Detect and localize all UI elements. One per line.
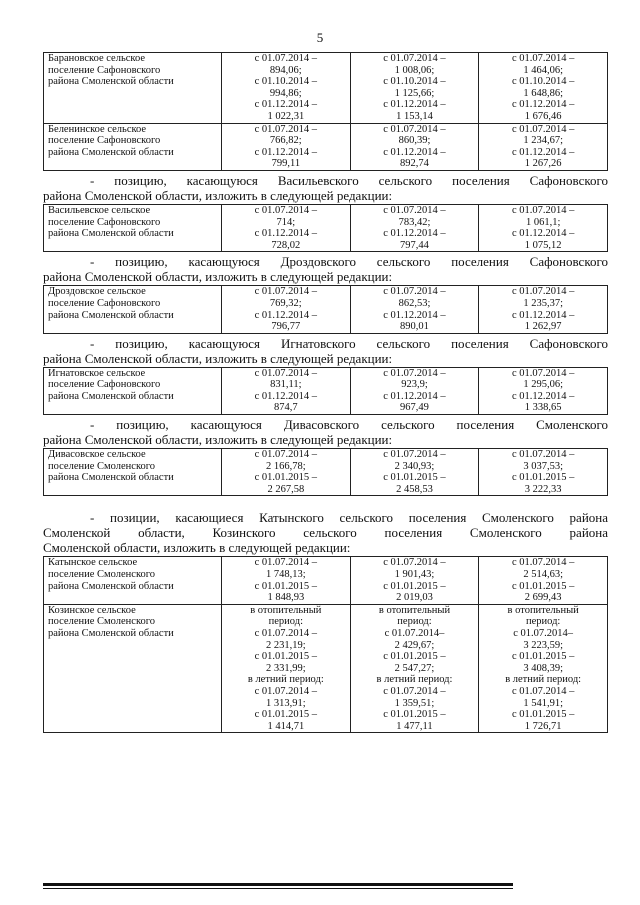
intro-line: района Смоленской области, изложить в следующей редакции:: [43, 269, 393, 285]
tariff-value-line: с 01.12.2014 –: [511, 146, 575, 158]
tariff-value-line: с 01.07.2014 –: [511, 367, 575, 379]
tariff-value-cell: [350, 367, 479, 414]
tariff-value-cell: [350, 604, 479, 733]
section-intro-paragraph: [43, 173, 608, 203]
settlement-name-line: поселение Сафоновского: [48, 64, 161, 76]
tariff-value-line: 797,44: [400, 239, 429, 251]
tariff-value-line: с 01.01.2015 –: [511, 580, 575, 592]
tariff-value-line: 1 648,86;: [523, 87, 563, 99]
intro-line: - позицию, касающуюся Дроздовского сельского поселения Сафоновского: [90, 254, 608, 270]
tariff-value-cell: [479, 286, 608, 333]
tariff-value-line: 1 234,67;: [523, 135, 563, 147]
tariff-value-line: 1 901,43;: [394, 569, 435, 581]
tariff-value-line: 799,11: [271, 158, 301, 170]
tariff-value-line: с 01.07.2014 –: [254, 204, 318, 216]
tariff-value-line: 3 408,39;: [523, 662, 563, 674]
tariff-value-line: 1 022,31: [267, 110, 305, 122]
intro-line: Смоленской области, изложить в следующей редакции:: [43, 540, 351, 556]
tariff-value-line: с 01.07.2014 –: [254, 367, 318, 379]
tariff-value-line: с 01.12.2014 –: [511, 390, 575, 402]
settlement-name-line: района Смоленской области: [48, 309, 174, 321]
table-row: [44, 53, 608, 124]
settlement-name-line: района Смоленской области: [48, 228, 174, 240]
tariff-value-line: 766,82;: [269, 135, 302, 147]
settlement-name-line: поселение Сафоновского: [48, 135, 161, 147]
tariff-value-line: 1 848,93: [267, 592, 305, 604]
tariff-value-cell: [350, 449, 479, 496]
tariff-value-line: 967,49: [400, 402, 429, 414]
settlement-name-line: района Смоленской области: [48, 76, 174, 88]
tariff-value-line: с 01.12.2014 –: [254, 146, 318, 158]
tariff-value-cell: [222, 557, 351, 604]
tariff-value-line: в отопительный: [250, 604, 322, 616]
tariff-table: [43, 52, 608, 171]
table-row: [44, 557, 608, 604]
tariff-value-line: в летний период:: [247, 674, 324, 686]
tariff-value-line: с 01.07.2014 –: [254, 449, 318, 461]
tariff-table: [43, 285, 608, 333]
tariff-value-line: 1 676,46: [524, 110, 562, 122]
tariff-value-cell: [350, 204, 479, 251]
section-intro-paragraph: [43, 510, 608, 555]
tariff-value-line: 892,74: [400, 158, 429, 170]
settlement-name-line: поселение Смоленского: [48, 616, 156, 628]
tariff-value-line: с 01.07.2014 –: [383, 685, 446, 697]
settlement-name-cell: [44, 367, 222, 414]
tariff-value-line: 1 075,12: [524, 239, 562, 251]
settlement-name-line: Козинское сельское: [48, 604, 136, 616]
settlement-name-line: района Смоленской области: [48, 628, 174, 639]
tariff-value-line: 923,9;: [401, 379, 428, 391]
tariff-value-line: период:: [525, 616, 561, 628]
tariff-value-line: 1 338,65: [524, 402, 562, 414]
tariff-value-line: 1 313,91;: [265, 697, 306, 709]
settlement-name-cell: [44, 204, 222, 251]
tariff-value-cell: [479, 53, 608, 124]
tariff-value-line: с 01.12.2014 –: [383, 309, 446, 321]
tariff-value-line: с 01.07.2014 –: [383, 557, 446, 569]
tariff-value-line: с 01.10.2014 –: [511, 76, 575, 88]
tariff-value-line: 769,32;: [269, 297, 302, 309]
settlement-name-line: Игнатовское сельское: [48, 367, 146, 379]
intro-line: района Смоленской области, изложить в следующей редакции:: [43, 432, 393, 448]
tariff-value-line: с 01.07.2014 –: [511, 449, 575, 461]
tariff-value-line: с 01.12.2014 –: [254, 390, 318, 402]
tariff-value-line: с 01.01.2015 –: [254, 472, 318, 484]
settlement-name-line: Беленинское сельское: [48, 123, 147, 135]
tariff-value-line: 2 019,03: [396, 592, 433, 604]
tariff-value-line: с 01.01.2015 –: [511, 709, 575, 721]
tariff-value-line: с 01.07.2014–: [384, 628, 445, 639]
tariff-value-line: с 01.01.2015 –: [383, 580, 446, 592]
footer-rule-thin: [43, 888, 513, 889]
tariff-value-cell: [222, 204, 351, 251]
tariff-value-line: с 01.12.2014 –: [511, 309, 575, 321]
tariff-value-line: 2 331,99;: [265, 662, 306, 674]
tariff-value-line: с 01.01.2015 –: [254, 709, 318, 721]
tariff-value-line: с 01.12.2014 –: [383, 228, 446, 240]
tariff-value-line: с 01.07.2014 –: [254, 286, 318, 298]
tariff-value-line: 3 223,59;: [523, 639, 563, 651]
tariff-value-line: 1 295,06;: [523, 379, 563, 391]
tariff-value-line: 2 514,63;: [523, 569, 563, 581]
tariff-value-line: 890,01: [400, 321, 429, 333]
tariff-value-line: 783,42;: [398, 216, 431, 228]
tariff-value-cell: [479, 204, 608, 251]
tariff-value-line: в отопительный: [507, 604, 579, 616]
intro-line: района Смоленской области, изложить в следующей редакции:: [43, 187, 393, 203]
table-row: [44, 123, 608, 170]
tariff-value-line: в летний период:: [376, 674, 453, 686]
tariff-value-cell: [479, 557, 608, 604]
settlement-name-line: Барановское сельское: [48, 53, 146, 64]
tariff-value-cell: [350, 286, 479, 333]
tariff-value-line: 2 699,43: [524, 592, 562, 604]
tariff-value-line: с 01.12.2014 –: [511, 99, 575, 111]
tariff-value-line: 1 414,71: [267, 720, 305, 732]
tariff-value-cell: [222, 123, 351, 170]
tariff-value-line: 1 267,26: [524, 158, 562, 170]
tariff-value-line: 860,39;: [398, 135, 431, 147]
intro-line: - позиции, касающиеся Катынского сельского поселения Смоленского района: [90, 510, 608, 526]
tariff-value-line: 894,06;: [269, 64, 302, 76]
settlement-name-line: района Смоленской области: [48, 472, 174, 484]
tariff-value-line: с 01.07.2014 –: [511, 123, 575, 135]
tariff-value-cell: [222, 367, 351, 414]
tariff-value-line: с 01.12.2014 –: [383, 146, 446, 158]
tariff-value-cell: [479, 449, 608, 496]
tariff-value-line: 1 153,14: [396, 110, 433, 122]
tariff-value-line: 1 235,37;: [523, 297, 563, 309]
tariff-value-line: с 01.07.2014 –: [254, 685, 318, 697]
tariff-value-line: с 01.10.2014 –: [383, 76, 446, 88]
tariff-value-line: 3 222,33: [524, 483, 562, 495]
settlement-name-cell: [44, 123, 222, 170]
tariff-value-line: с 01.07.2014 –: [254, 557, 318, 569]
table-row: [44, 204, 608, 251]
tariff-value-line: в отопительный: [378, 604, 451, 616]
table-row: [44, 449, 608, 496]
tariff-value-line: с 01.12.2014 –: [254, 228, 318, 240]
tariff-value-line: 2 267,58: [267, 483, 305, 495]
tariff-value-line: 714;: [276, 216, 296, 228]
intro-line: Смоленской области, Козинского сельского поселения Смоленского района: [43, 525, 608, 541]
intro-line: района Смоленской области, изложить в следующей редакции:: [43, 350, 393, 366]
tariff-value-line: с 01.07.2014 –: [383, 286, 446, 298]
section-intro-paragraph: [43, 254, 608, 284]
tariff-table: [43, 367, 608, 415]
footer-rule: [43, 883, 513, 886]
tariff-value-line: с 01.07.2014 –: [511, 557, 575, 569]
tariff-value-line: 862,53;: [398, 297, 431, 309]
tariff-value-line: с 01.01.2015 –: [383, 472, 446, 484]
tariff-value-line: 796,77: [271, 321, 301, 333]
settlement-name-cell: [44, 449, 222, 496]
page-number: 5: [316, 30, 324, 45]
tariff-value-cell: [222, 286, 351, 333]
settlement-name-line: поселение Сафоновского: [48, 297, 161, 309]
tariff-value-cell: [222, 449, 351, 496]
tariff-value-line: 1 477,11: [396, 720, 433, 732]
tariff-value-line: с 01.07.2014 –: [511, 685, 575, 697]
settlement-name-line: района Смоленской области: [48, 390, 174, 402]
intro-line: - позицию, касающуюся Васильевского сельского поселения Сафоновского: [90, 172, 608, 188]
tariff-value-cell: [222, 53, 351, 124]
settlement-name-line: Дивасовское сельское: [48, 449, 146, 461]
tariff-value-line: 2 429,67;: [394, 639, 435, 651]
tariff-table: [43, 448, 608, 496]
settlement-name-cell: [44, 604, 222, 733]
section-intro-paragraph: [43, 417, 608, 447]
document-body: [43, 52, 608, 733]
tariff-table: [43, 204, 608, 252]
tariff-value-line: 1 262,97: [524, 321, 562, 333]
tariff-value-line: 2 340,93;: [394, 460, 435, 472]
tariff-value-line: с 01.12.2014 –: [383, 99, 446, 111]
tariff-value-line: 728,02: [271, 239, 301, 251]
intro-line: - позицию, касающуюся Дивасовского сельского поселения Смоленского: [90, 417, 608, 433]
settlement-name-line: района Смоленской области: [48, 580, 174, 592]
tariff-value-line: с 01.12.2014 –: [254, 309, 318, 321]
tariff-value-cell: [350, 53, 479, 124]
tariff-value-line: с 01.12.2014 –: [383, 390, 446, 402]
settlement-name-cell: [44, 557, 222, 604]
tariff-value-line: с 01.07.2014 –: [383, 204, 446, 216]
tariff-value-line: с 01.12.2014 –: [511, 228, 575, 240]
tariff-value-line: с 01.07.2014 –: [383, 449, 446, 461]
tariff-value-line: 1 359,51;: [394, 697, 435, 709]
tariff-value-line: с 01.07.2014 –: [383, 123, 446, 135]
tariff-value-line: 874,7: [274, 402, 298, 414]
tariff-value-line: период:: [268, 616, 303, 628]
settlement-name-cell: [44, 286, 222, 333]
tariff-value-line: с 01.07.2014 –: [254, 628, 318, 639]
tariff-value-line: с 01.07.2014 –: [254, 123, 318, 135]
tariff-value-line: с 01.07.2014 –: [383, 367, 446, 379]
tariff-value-line: 1 726,71: [524, 720, 562, 732]
table-row: [44, 286, 608, 333]
tariff-value-line: с 01.10.2014 –: [254, 76, 318, 88]
settlement-name-cell: [44, 53, 222, 124]
tariff-value-cell: [350, 557, 479, 604]
intro-line: - позицию, касающуюся Игнатовского сельского поселения Сафоновского: [90, 335, 608, 351]
tariff-table: [43, 556, 608, 733]
settlement-name-line: Катынское сельское: [48, 557, 138, 569]
settlement-name-line: района Смоленской области: [48, 146, 174, 158]
settlement-name-line: Васильевское сельское: [48, 204, 151, 216]
tariff-value-cell: [479, 604, 608, 733]
tariff-value-line: 1 061,1;: [525, 216, 561, 228]
tariff-value-cell: [350, 123, 479, 170]
tariff-value-line: с 01.07.2014 –: [511, 286, 575, 298]
settlement-name-line: Дроздовское сельское: [48, 286, 146, 298]
tariff-value-line: с 01.01.2015 –: [511, 651, 575, 663]
tariff-value-line: с 01.01.2015 –: [511, 472, 575, 484]
tariff-value-line: с 01.01.2015 –: [383, 709, 446, 721]
tariff-value-cell: [479, 367, 608, 414]
tariff-value-cell: [222, 604, 351, 733]
tariff-value-cell: [479, 123, 608, 170]
tariff-value-line: с 01.12.2014 –: [254, 99, 318, 111]
tariff-value-line: 2 458,53: [396, 483, 433, 495]
tariff-value-line: 1 541,91;: [523, 697, 563, 709]
tariff-value-line: с 01.07.2014 –: [511, 53, 575, 64]
tariff-value-line: с 01.07.2014–: [513, 628, 574, 639]
table-row: [44, 604, 608, 733]
tariff-value-line: 2 231,19;: [265, 639, 306, 651]
tariff-value-line: с 01.07.2014 –: [254, 53, 318, 64]
tariff-value-line: 2 547,27;: [394, 662, 435, 674]
tariff-value-line: в летний период:: [505, 674, 582, 686]
settlement-name-line: поселение Смоленского: [48, 569, 156, 581]
settlement-name-line: поселение Сафоновского: [48, 379, 161, 391]
table-row: [44, 367, 608, 414]
settlement-name-line: поселение Смоленского: [48, 460, 156, 472]
settlement-name-line: поселение Сафоновского: [48, 216, 161, 228]
tariff-value-line: с 01.01.2015 –: [383, 651, 446, 663]
tariff-value-line: 2 166,78;: [265, 460, 306, 472]
tariff-value-line: с 01.07.2014 –: [383, 53, 446, 64]
tariff-value-line: период:: [397, 616, 432, 628]
tariff-value-line: с 01.01.2015 –: [254, 651, 318, 663]
tariff-value-line: 1 464,06;: [523, 64, 563, 76]
tariff-value-line: с 01.01.2015 –: [254, 580, 318, 592]
tariff-value-line: 1 748,13;: [265, 569, 306, 581]
tariff-value-line: 1 008,06;: [394, 64, 435, 76]
tariff-value-line: 1 125,66;: [394, 87, 435, 99]
tariff-value-line: 831,11;: [270, 379, 302, 391]
tariff-value-line: 3 037,53;: [523, 460, 563, 472]
tariff-value-line: 994,86;: [269, 87, 302, 99]
section-intro-paragraph: [43, 336, 608, 366]
tariff-value-line: с 01.07.2014 –: [511, 204, 575, 216]
